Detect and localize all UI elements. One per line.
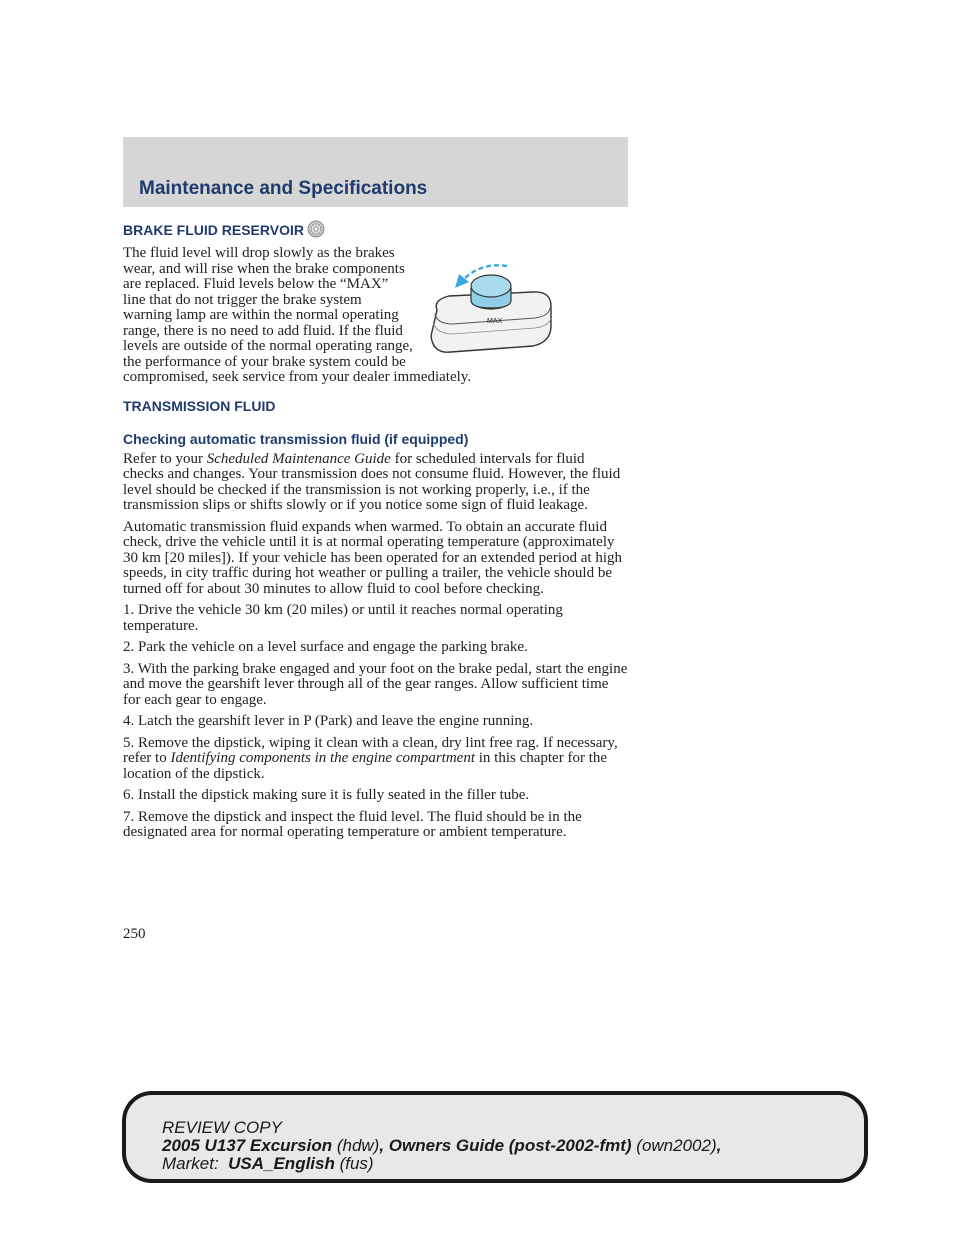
transmission-fluid-heading: TRANSMISSION FLUID xyxy=(123,397,276,414)
footer-guide-code: (own2002) xyxy=(631,1136,717,1155)
max-label: MAX xyxy=(487,318,503,325)
step-5-reference: Identifying components in the engine compartment xyxy=(170,750,475,766)
step-4: 4. Latch the gearshift lever in P (Park) and leave the engine running. xyxy=(123,713,534,729)
gear-icon xyxy=(307,220,325,238)
brake-fluid-paragraph: The fluid level will drop slowly as the brakes wear, and will rise when the brake components are replaced. Fluid levels below the “MAX” line that do not trigger the brake system warning lamp are within the normal operating range, there is no need to add fluid. If the fluid levels are outside of the normal operating range, the performance of your brake system could be compromised, seek service from your dealer immediately. xyxy=(123,245,472,385)
footer-vehicle-line xyxy=(162,1137,721,1155)
footer-sep-2: , xyxy=(716,1136,722,1155)
step-7: 7. Remove the dipstick and inspect the fluid level. The fluid should be in the designated area for normal operating temperature or ambient temperature. xyxy=(123,808,582,840)
page-number: 250 xyxy=(123,926,146,942)
p1-text-pre: Refer to your xyxy=(123,450,207,467)
p1-guide-reference: Scheduled Maintenance Guide xyxy=(206,450,391,467)
step-5-post: in this chapter for the location of the dipstick. xyxy=(123,750,608,782)
step-1: 1. Drive the vehicle 30 km (20 miles) or until it reaches normal operating temperature. xyxy=(123,602,563,634)
footer-review-line: REVIEW COPY xyxy=(162,1118,282,1137)
footer-vehicle-code: (hdw) xyxy=(332,1136,380,1155)
brake-fluid-section xyxy=(123,246,629,386)
footer-sep-1: , xyxy=(379,1136,389,1155)
step-5-pre: 5. Remove the dipstick, wiping it clean with a clean, dry lint free rag. If necessary, refer to xyxy=(123,734,618,766)
step-3: 3. With the parking brake engaged and your foot on the brake pedal, start the engine and move the gearshift lever through all of the gear ranges. Allow sufficient time for each gear to engage. xyxy=(123,660,628,708)
step-5 xyxy=(123,736,629,783)
p1-text-post: for scheduled intervals for fluid checks and changes. Your transmission does not consume fluid. However, the fluid level should be checked if the transmission is not working properly, i.e., if the transmission slips or shifts slowly or if you notice some sign of fluid leakage. xyxy=(123,450,621,513)
section-title: Maintenance and Specifications xyxy=(139,178,428,199)
brake-fluid-heading-text: BRAKE FLUID RESERVOIR xyxy=(123,222,304,238)
checking-fluid-subheading: Checking automatic transmission fluid (if equipped) xyxy=(123,430,469,447)
footer-guide: Owners Guide (post-2002-fmt) xyxy=(388,1136,632,1155)
footer-text xyxy=(162,1119,721,1173)
step-6: 6. Install the dipstick making sure it is fully seated in the filler tube. xyxy=(123,787,530,803)
step-2: 2. Park the vehicle on a level surface and engage the parking brake. xyxy=(123,639,528,655)
section-header-band xyxy=(123,137,628,207)
footer-market: USA_English xyxy=(228,1154,335,1173)
brake-fluid-heading xyxy=(123,220,629,240)
footer-market-label: Market: xyxy=(162,1154,229,1173)
footer-market-code: (fus) xyxy=(334,1154,374,1173)
review-copy-footer xyxy=(122,1091,868,1183)
footer-vehicle: 2005 U137 Excursion xyxy=(162,1136,333,1155)
transmission-paragraph-2: Automatic transmission fluid expands when warmed. To obtain an accurate fluid check, drive the vehicle until it is at normal operating temperature (approximately 30 km [20 miles]). If your vehicle has been operated for an extended period at high speeds, in city traffic during hot weather or pulling a trailer, the vehicle should be turned off for about 30 minutes to allow fluid to cool before checking. xyxy=(123,518,622,597)
footer-market-line xyxy=(162,1155,721,1173)
transmission-paragraph-1 xyxy=(123,452,629,514)
page-content xyxy=(123,220,629,847)
brake-reservoir-illustration xyxy=(423,262,583,362)
